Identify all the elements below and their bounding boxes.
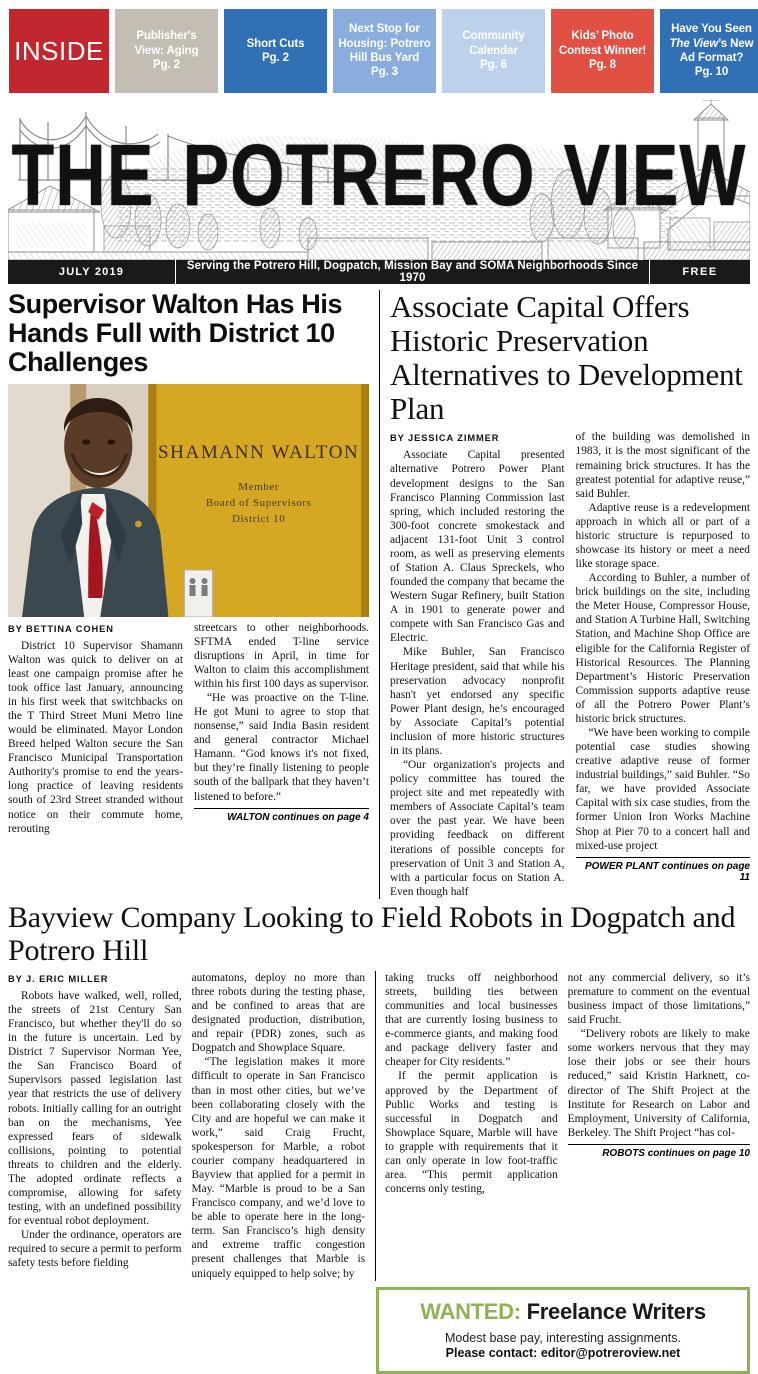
inside-item-label: Have You Seen The View’s New Ad Format? Pg. 10 xyxy=(669,23,754,79)
price-label: FREE xyxy=(682,266,718,278)
inside-item-publishers-view[interactable] xyxy=(115,9,218,93)
inside-item-short-cuts[interactable] xyxy=(224,9,327,93)
body-paragraph: “He was proactive on the T-line. He got Muni to agree to stop that nonsense,” said India Basin resident and general contractor Michael Hamann. “God knows it's not fixed, but they’re finally listening to people south of the ballpark that they haven’t listened to before.” xyxy=(194,692,369,803)
walton-body xyxy=(8,621,369,836)
ad-row xyxy=(8,1283,750,1374)
robots-column-2 xyxy=(192,971,366,1281)
body-paragraph: According to Buhler, a number of brick buildings on the site, including the Meter House, Compressor House, and Station A Turbine Hall, Switching Station, and Machine Shop Office are eligible for the California Register of Historical Resources. The Planning Department’s Historic Preservation Commission supports adaptive reuse of all the Potrero Power Plant’s historic brick structures. xyxy=(575,572,750,725)
article-robots xyxy=(8,901,750,1281)
inside-item-label: Next Stop for Housing: Potrero Hill Bus Yard Pg. 3 xyxy=(338,23,431,79)
body-paragraph: “We have been working to compile potential case studies showing creative adaptive reuse of former industrial buildings,” said Buhler. “So far, we have provided Associate Capital with six case studies, from the former Union Iron Works Machine Shop at Pier 70 to a concert hall and mixed-use project xyxy=(575,727,750,852)
svg-text:Member: Member xyxy=(238,480,280,493)
body-paragraph: “Our organization's projects and policy committee has toured the project site and met repeatedly with members of Associate Capital’s team over the past year. We have been providing feedback on different iterations of possible concepts for preservation of Unit 3 and Station A, with a particular focus on Station A. Even though half xyxy=(390,759,565,898)
body-paragraph: Adaptive reuse is a redevelopment approach in which all or part of a historic structure is repurposed to showcase its history or meet a need like storage space. xyxy=(575,501,750,571)
powerplant-byline: BY JESSICA ZIMMER xyxy=(390,433,500,444)
inside-item-label: Short Cuts Pg. 2 xyxy=(246,37,305,64)
walton-headline[interactable]: Supervisor Walton Has His Hands Full with District 10 Challenges xyxy=(8,289,343,377)
inside-item-kids-photo-contest[interactable] xyxy=(551,9,654,93)
body-paragraph: Mike Buhler, San Francisco Heritage president, said that while his preservation advocacy nonprofit hasn't yet endorsed any specific Power Plant design, he’s encouraged by Associate Capital’s potential inclusion of more historic structures in its plans. xyxy=(390,646,565,758)
article-walton xyxy=(8,290,379,899)
ad-headline xyxy=(389,1299,737,1324)
inside-item-community-calendar[interactable] xyxy=(442,9,545,93)
robots-column-4 xyxy=(568,971,750,1281)
robots-body xyxy=(8,971,750,1281)
body-paragraph: not any commercial delivery, so it’s premature to comment on the eventual business impact of those limitations,” said Frucht. xyxy=(567,971,750,1027)
body-paragraph: of the building was demolished in 1983, it is the most significant of the remaining brick structures. It has the greatest potential for adaptive reuse,” said Buhler. xyxy=(575,431,750,500)
svg-text:District 10: District 10 xyxy=(231,512,286,525)
inside-label: INSIDE xyxy=(9,9,109,93)
svg-text:Board of Supervisors: Board of Supervisors xyxy=(205,496,312,509)
ad-subtext: Modest base pay, interesting assignments. xyxy=(444,1330,681,1345)
body-paragraph: “The legislation makes it more difficult to operate in San Francisco than in most other cities, but we’ve been collaborating closely with the City and are hopeful we can make it work,” said Craig Frucht, spokesperson for Marble, a robot courier company headquartered in Bayview that applied for a permit in May. “Marble is proud to be a San Francisco company, and we’d love to be able to operate here in the long-term. San Francisco’s high density and extreme traffic congestion present challenges that Marble is uniquely equipped to help solve; by xyxy=(191,1056,366,1280)
walton-photo-image xyxy=(8,384,369,617)
body-paragraph: taking trucks off neighborhood streets, building ties between communities and local businesses that are currently losing business to e-commerce giants, and making food and package delivery faster and cheaper for City residents.” xyxy=(385,971,558,1069)
inside-bar xyxy=(0,0,758,100)
inside-item-new-ad-format[interactable] xyxy=(660,9,758,93)
walton-column-1 xyxy=(8,621,183,836)
robots-headline[interactable]: Bayview Company Looking to Field Robots in Dogpatch and Potrero Hill xyxy=(8,900,736,967)
robots-byline: BY J. ERIC MILLER xyxy=(8,973,109,984)
tagline: Serving the Potrero Hill, Dogpatch, Mission Bay and SOMA Neighborhoods Since 1970 xyxy=(176,260,650,284)
powerplant-column-1 xyxy=(390,430,565,899)
walton-jumpline[interactable]: WALTON continues on page 4 xyxy=(194,808,369,823)
body-paragraph: Robots have walked, well, rolled, the streets of 21st Century San Francisco, but whether they'll do so in the future is uncertain. Led by District 7 Supervisor Norman Yee, the San Francisco Board of Supervisors passed legislation last year that restricts the use of delivery robots. Initially calling for an outright ban on the mechanisms, Yee expressed fears of sidewalk collisions, pointing to potential threats to children and the elderly. The adopted ordinate reflects a compromise, allowing for safety testing, with an undefined possibility for eventual robot deployment. xyxy=(8,989,182,1228)
date-bar xyxy=(8,260,750,284)
powerplant-column-2 xyxy=(576,430,751,899)
ad-wanted-label: WANTED: xyxy=(420,1298,521,1324)
walton-column-2 xyxy=(194,621,369,836)
body-paragraph: streetcars to other neighborhoods. SFTMA ended T-line service disruptions in April, in time for Walton to claim this accomplishment within his first 100 days as supervisor. xyxy=(194,621,369,690)
powerplant-jumpline[interactable]: POWER PLANT continues on page 11 xyxy=(576,857,751,883)
masthead-title: THE POTRERO VIEW xyxy=(11,126,747,224)
walton-byline: BY BETTINA COHEN xyxy=(8,623,114,634)
inside-item-label: Publisher's View: Aging Pg. 2 xyxy=(134,30,199,72)
body-paragraph: If the permit application is approved by the Department of Public Works and testing is successful in Dogpatch and Showplace Square, Marble will have to grapple with requirements that it can only operate in low foot-traffic area. “This permit application concerns only testing, xyxy=(385,1070,558,1196)
article-powerplant xyxy=(379,290,750,899)
inside-item-next-stop-housing[interactable] xyxy=(333,9,436,93)
svg-text:SHAMANN WALTON: SHAMANN WALTON xyxy=(157,441,360,463)
robots-column-1 xyxy=(8,971,182,1281)
inside-item-label: Community Calendar Pg. 6 xyxy=(462,30,525,72)
powerplant-body xyxy=(390,430,750,899)
issue-date: JULY 2019 xyxy=(8,260,176,284)
body-paragraph: “Delivery robots are likely to make some workers nervous that they may lose their jobs or see their hours reduced,” said Kristin Harknett, co-director of The Shift Project at the Institute for Research on Labor and Employment, University of California, Berkeley. The Shift Project “has col- xyxy=(567,1028,750,1139)
robots-jumpline[interactable]: ROBOTS continues on page 10 xyxy=(568,1144,750,1159)
body-paragraph: Under the ordinance, operators are required to secure a permit to perform safety tests before fielding xyxy=(8,1229,182,1270)
powerplant-headline[interactable]: Associate Capital Offers Historic Preservation Alternatives to Development Plan xyxy=(390,289,743,427)
page-body xyxy=(0,290,758,1374)
body-paragraph: automatons, deploy no more than three robots during the testing phase, and be confined to areas that are designated production, distribution, and repair (PDR) zones, such as Dogpatch and Showplace Square. xyxy=(191,971,366,1055)
inside-item-label: Kids’ Photo Contest Winner! Pg. 8 xyxy=(558,30,647,72)
masthead xyxy=(8,100,750,260)
robots-column-3 xyxy=(375,971,558,1281)
ad-freelance-writers[interactable] xyxy=(376,1287,750,1374)
body-paragraph: District 10 Supervisor Shamann Walton was quick to deliver on at least one campaign promise after he took office last January, announcing in his first week that switchbacks on the T Third Street Muni Metro line would be eliminated. Mayor London Breed helped Walton secure the San Francisco Municipal Transportation Authority's promise to end the years-long practice of leaving residents south of 23rd Street stranded without notice on their commute home, rerouting xyxy=(8,639,183,835)
ad-contact[interactable]: Please contact: editor@potreroview.net xyxy=(445,1345,681,1360)
body-paragraph: Associate Capital presented alternative Potrero Power Plant development designs to the San Francisco Planning Commission last spring, which included restoring the 300-foot concrete smokestack and adjacent 131-foot Unit 3 control room, as well as preserving elements of Station A. Claus Spreckels, who founded the company that became the Western Sugar Refinery, built Station A in 1901 to generate power and compete with San Francisco Gas and Electric. xyxy=(390,449,565,645)
walton-photo xyxy=(8,384,369,617)
top-section xyxy=(8,290,750,899)
ad-headline-text: Freelance Writers xyxy=(520,1298,706,1324)
